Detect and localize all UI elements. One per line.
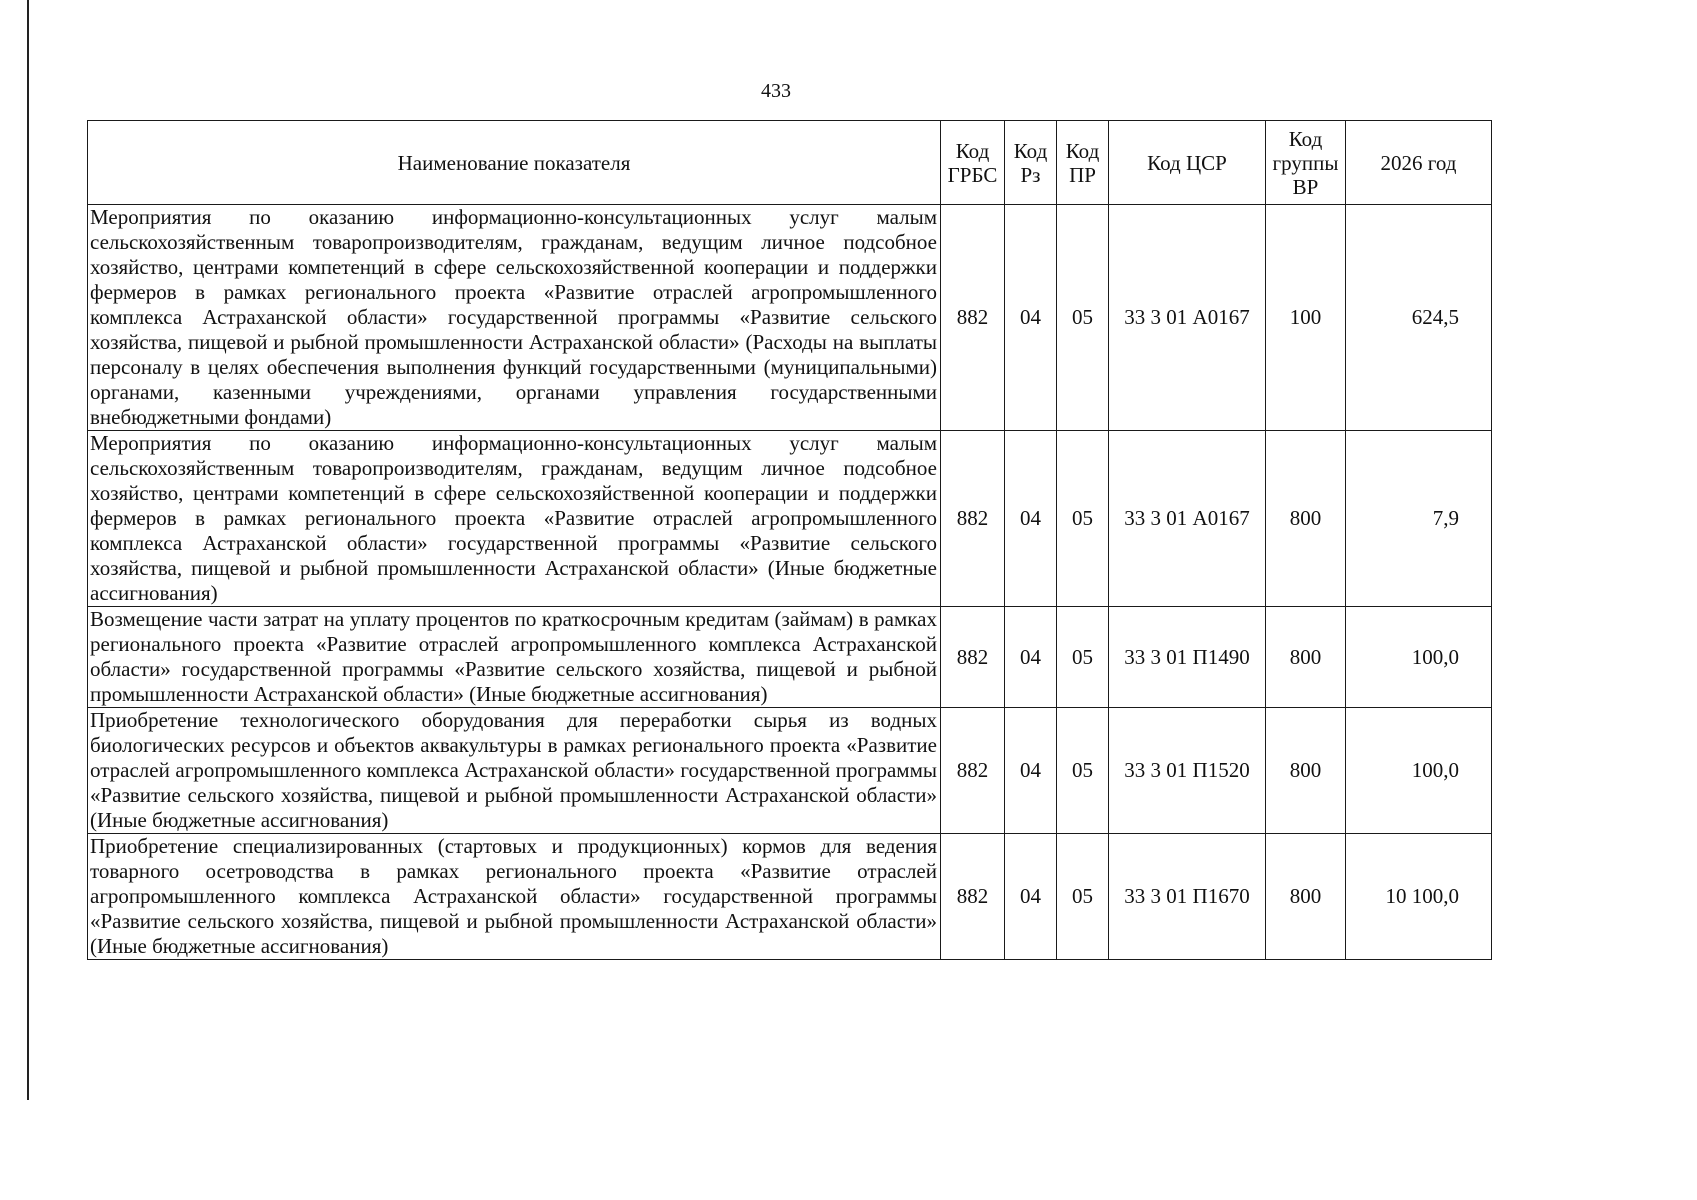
- row-csr: 33 3 01 П1670: [1109, 834, 1266, 960]
- table-row: [88, 708, 1492, 834]
- row-grbs: 882: [941, 205, 1005, 431]
- row-csr: 33 3 01 П1520: [1109, 708, 1266, 834]
- table-header-row: [88, 121, 1492, 205]
- row-rz: 04: [1005, 431, 1057, 607]
- binding-margin-line: [27, 0, 29, 1100]
- header-grbs: Код ГРБС: [941, 121, 1005, 205]
- row-csr: 33 3 01 А0167: [1109, 205, 1266, 431]
- row-vr: 800: [1266, 607, 1346, 708]
- table-row: [88, 607, 1492, 708]
- row-csr: 33 3 01 П1490: [1109, 607, 1266, 708]
- row-amount: 7,9: [1346, 431, 1492, 607]
- row-vr: 800: [1266, 834, 1346, 960]
- row-grbs: 882: [941, 607, 1005, 708]
- page-number: 433: [761, 80, 791, 102]
- row-csr: 33 3 01 А0167: [1109, 431, 1266, 607]
- table-row: [88, 431, 1492, 607]
- row-name: Возмещение части затрат на уплату процентов по краткосрочным кредитам (займам) в рамках регионального проекта «Развитие отраслей агропромышленного комплекса Астраханской области» государственной программы «Развитие сельского хозяйства, пищевой и рыбной промышленности Астраханской области» (Иные бюджетные ассигнования): [88, 607, 941, 708]
- row-vr: 800: [1266, 431, 1346, 607]
- table-row: [88, 205, 1492, 431]
- table-row: [88, 834, 1492, 960]
- row-name: Мероприятия по оказанию информационно-консультационных услуг малым сельскохозяйственным товаропроизводителям, гражданам, ведущим личное подсобное хозяйство, центрами компетенций в сфере сельскохозяйственной кооперации и поддержки фермеров в рамках регионального проекта «Развитие отраслей агропромышленного комплекса Астраханской области» государственной программы «Развитие сельского хозяйства, пищевой и рыбной промышленности Астраханской области» (Расходы на выплаты персоналу в целях обеспечения выполнения функций государственными (муниципальными) органами, казенными учреждениями, органами управления государственными внебюджетными фондами): [88, 205, 941, 431]
- row-pr: 05: [1057, 431, 1109, 607]
- header-rz: Код Рз: [1005, 121, 1057, 205]
- row-name: Приобретение технологического оборудования для переработки сырья из водных биологических ресурсов и объектов аквакультуры в рамках регионального проекта «Развитие отраслей агропромышленного комплекса Астраханской области» государственной программы «Развитие сельского хозяйства, пищевой и рыбной промышленности Астраханской области» (Иные бюджетные ассигнования): [88, 708, 941, 834]
- row-name: Приобретение специализированных (стартовых и продукционных) кормов для ведения товарного осетроводства в рамках регионального проекта «Развитие отраслей агропромышленного комплекса Астраханской области» государственной программы «Развитие сельского хозяйства, пищевой и рыбной промышленности Астраханской области» (Иные бюджетные ассигнования): [88, 834, 941, 960]
- row-name: Мероприятия по оказанию информационно-консультационных услуг малым сельскохозяйственным товаропроизводителям, гражданам, ведущим личное подсобное хозяйство, центрами компетенций в сфере сельскохозяйственной кооперации и поддержки фермеров в рамках регионального проекта «Развитие отраслей агропромышленного комплекса Астраханской области» государственной программы «Развитие сельского хозяйства, пищевой и рыбной промышленности Астраханской области» (Иные бюджетные ассигнования): [88, 431, 941, 607]
- row-amount: 10 100,0: [1346, 834, 1492, 960]
- row-pr: 05: [1057, 607, 1109, 708]
- row-pr: 05: [1057, 708, 1109, 834]
- row-amount: 624,5: [1346, 205, 1492, 431]
- row-vr: 100: [1266, 205, 1346, 431]
- row-rz: 04: [1005, 205, 1057, 431]
- row-pr: 05: [1057, 834, 1109, 960]
- row-pr: 05: [1057, 205, 1109, 431]
- row-grbs: 882: [941, 431, 1005, 607]
- row-vr: 800: [1266, 708, 1346, 834]
- header-name: Наименование показателя: [88, 121, 941, 205]
- row-grbs: 882: [941, 708, 1005, 834]
- row-amount: 100,0: [1346, 708, 1492, 834]
- row-rz: 04: [1005, 708, 1057, 834]
- row-amount: 100,0: [1346, 607, 1492, 708]
- header-pr: Код ПР: [1057, 121, 1109, 205]
- header-vr: Код группы ВР: [1266, 121, 1346, 205]
- row-rz: 04: [1005, 607, 1057, 708]
- row-rz: 04: [1005, 834, 1057, 960]
- row-grbs: 882: [941, 834, 1005, 960]
- budget-table: [87, 120, 1492, 960]
- header-year: 2026 год: [1346, 121, 1492, 205]
- header-csr: Код ЦСР: [1109, 121, 1266, 205]
